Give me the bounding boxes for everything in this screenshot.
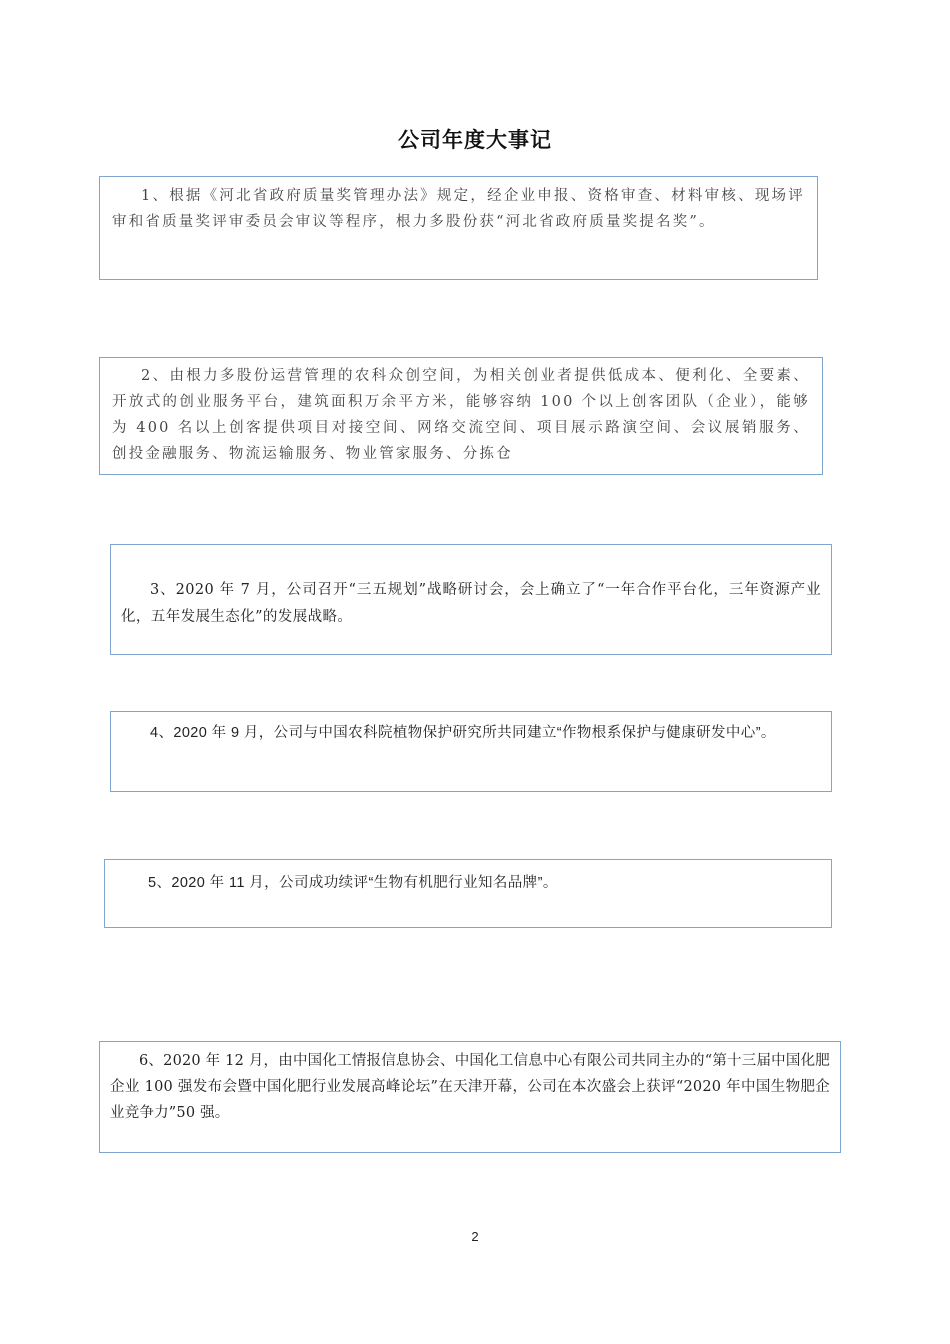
- event-text-4: 4、2020 年 9 月，公司与中国农科院植物保护研究所共同建立“作物根系保护与健康研发中心”。: [150, 725, 776, 741]
- event-box-3: [110, 544, 832, 655]
- event-box-2: [99, 357, 823, 475]
- event-text-2: 2、由根力多股份运营管理的农科众创空间，为相关创业者提供低成本、便利化、全要素、开放式的创业服务平台，建筑面积万余平方米，能够容纳 100 个以上创客团队（企业），能够为 400 名以上创客提供项目对接空间、网络交流空间、项目展示路演空间、会议展销服务、创投金融服务、物流运输服务、物业管家服务、分拣仓: [112, 368, 810, 462]
- page-number: 2: [471, 1229, 479, 1244]
- event-box-5: [104, 859, 832, 928]
- event-text-1: 1、根据《河北省政府质量奖管理办法》规定，经企业申报、资格审查、材料审核、现场评审和省质量奖评审委员会审议等程序，根力多股份获“河北省政府质量奖提名奖”。: [112, 188, 805, 230]
- event-text-6: 6、2020 年 12 月，由中国化工情报信息协会、中国化工信息中心有限公司共同主办的“第十三届中国化肥企业 100 强发布会暨中国化肥行业发展高峰论坛”在天津开幕，公司在本次盛会上获评“2020 年中国生物肥企业竞争力”50 强。: [110, 1053, 830, 1121]
- event-box-6: [99, 1041, 841, 1153]
- page-title: 公司年度大事记: [398, 128, 552, 152]
- event-box-1: [99, 176, 818, 280]
- event-text-3: 3、2020 年 7 月，公司召开“三五规划”战略研讨会，会上确立了“一年合作平台化，三年资源产业化，五年发展生态化”的发展战略。: [121, 582, 821, 625]
- event-text-5: 5、2020 年 11 月，公司成功续评“生物有机肥行业知名品牌”。: [148, 875, 558, 891]
- event-box-4: [110, 711, 832, 792]
